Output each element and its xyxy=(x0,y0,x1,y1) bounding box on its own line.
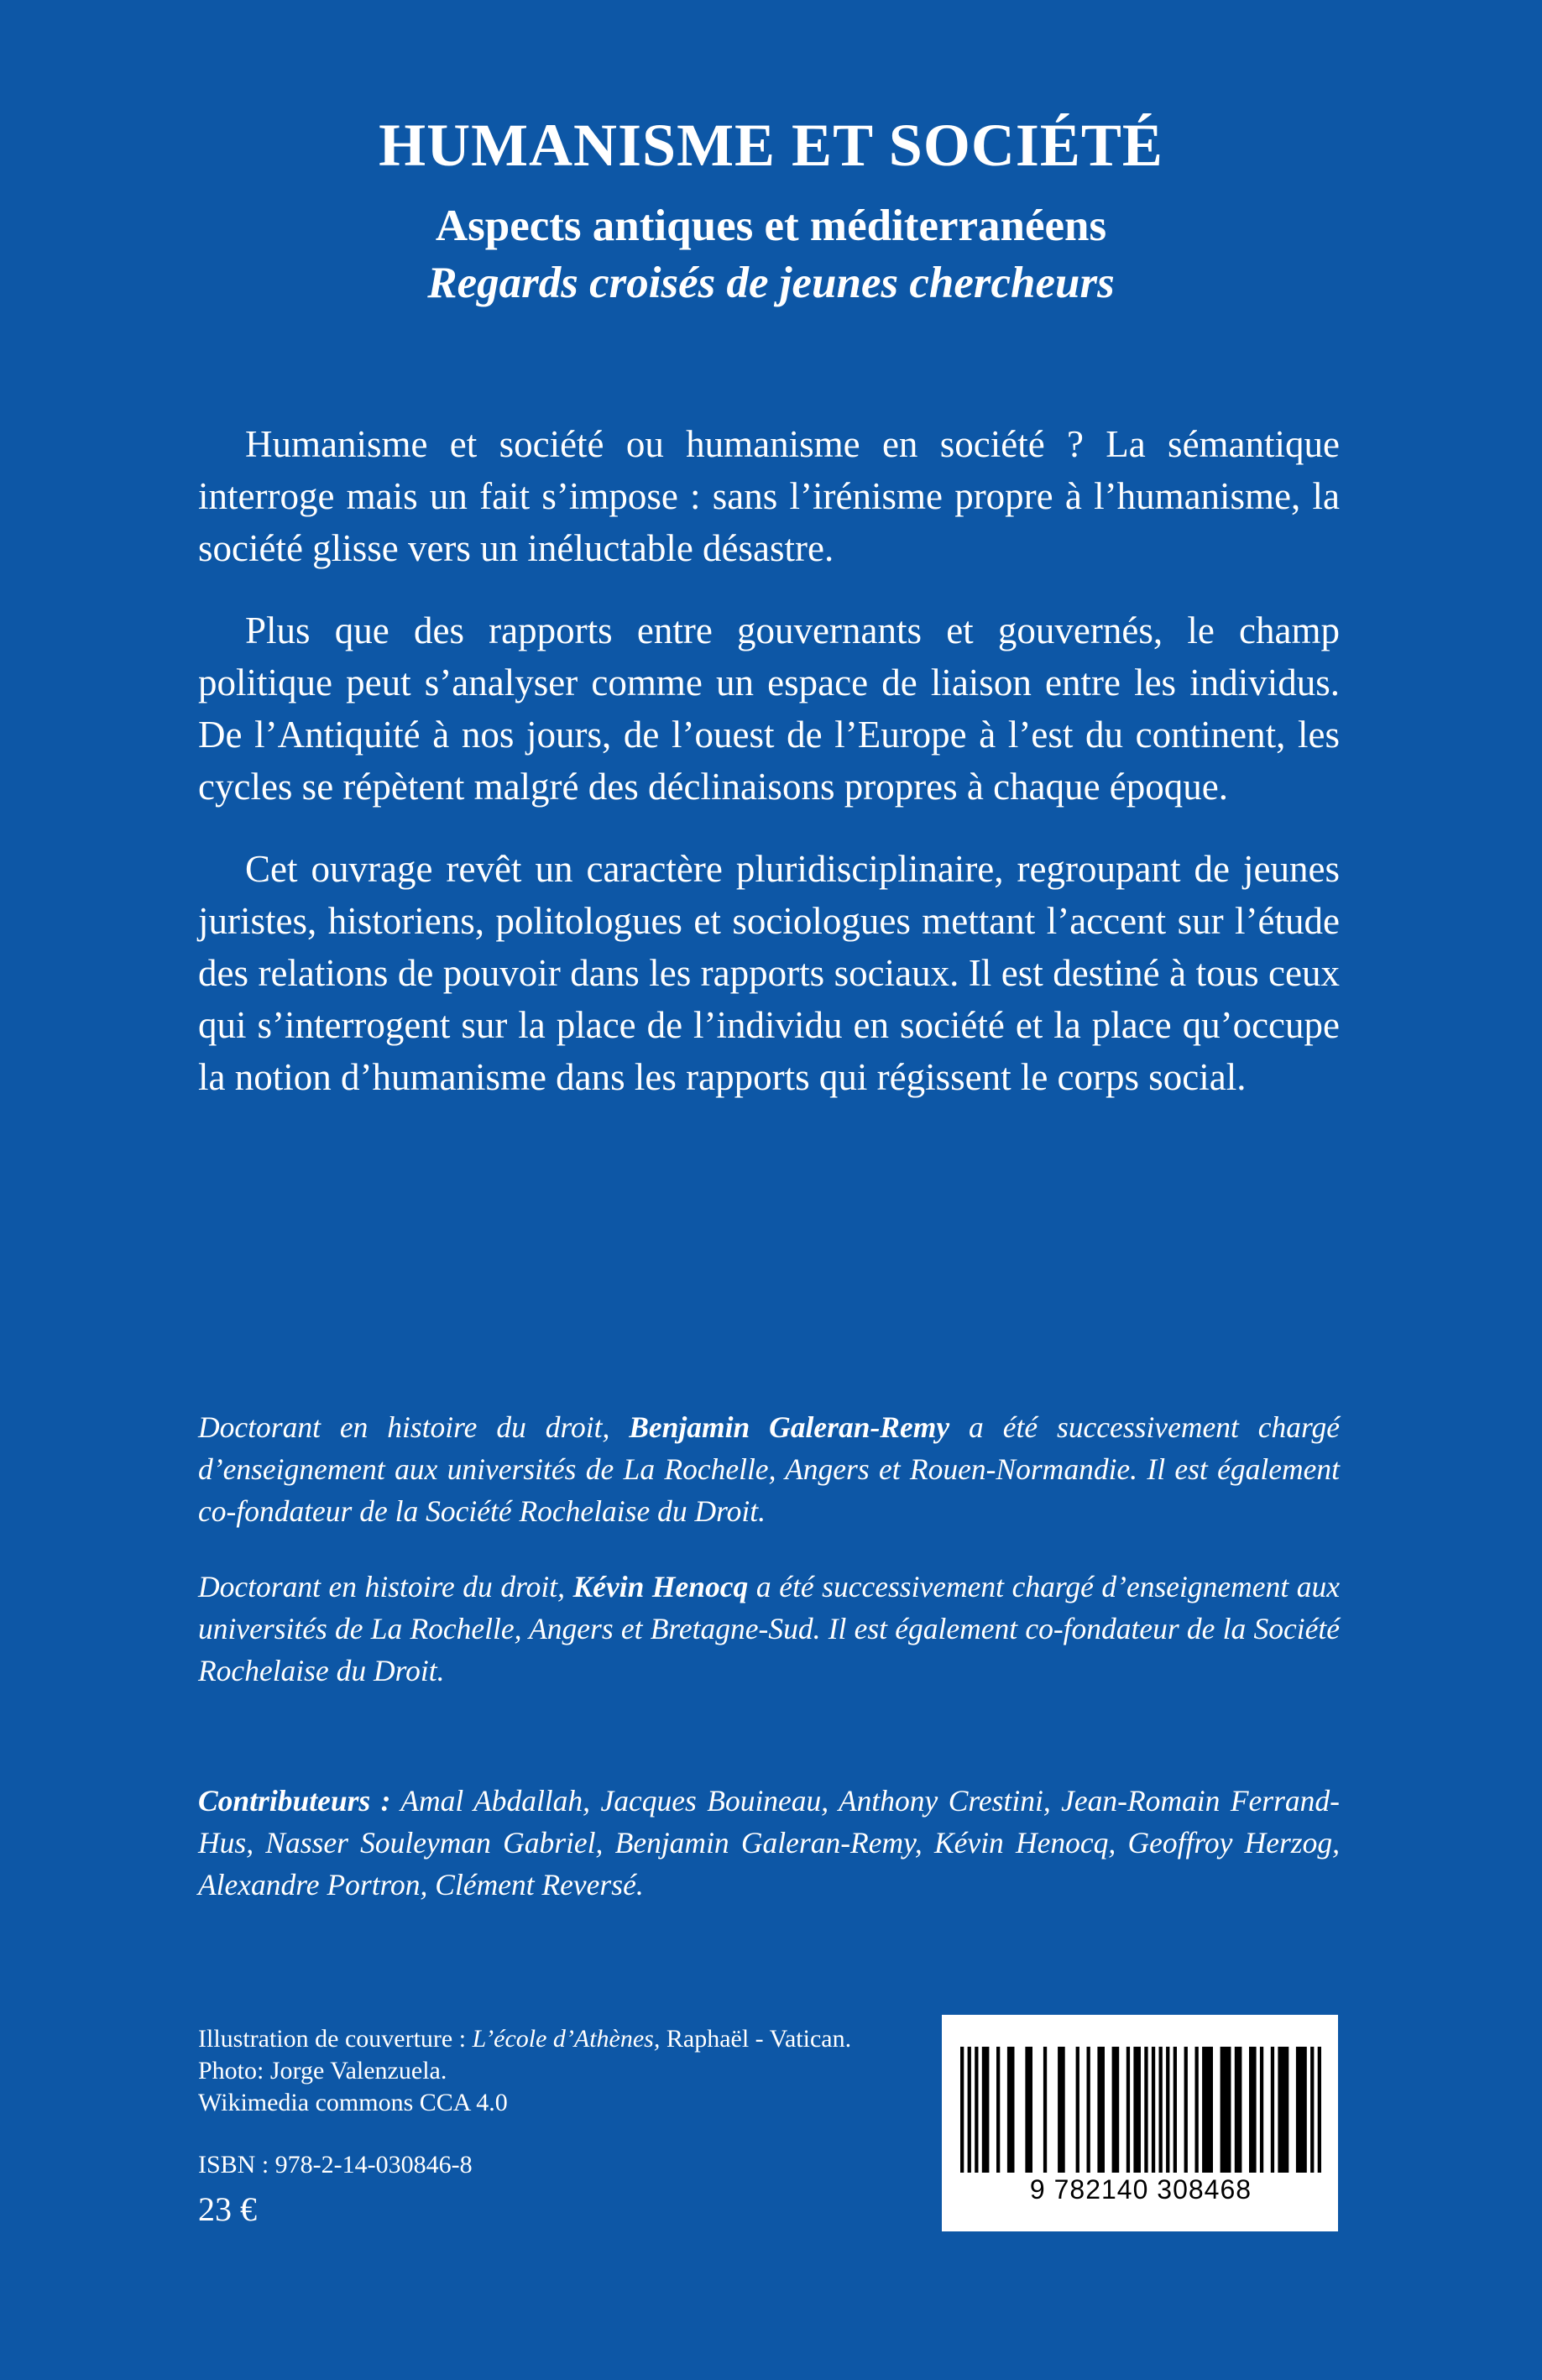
author-bio-2 xyxy=(198,1566,1340,1692)
barcode-bar xyxy=(1043,2047,1047,2173)
barcode xyxy=(942,2015,1338,2231)
cover-credit-line xyxy=(198,2023,895,2087)
book-title: HUMANISME ET SOCIÉTÉ xyxy=(379,112,1163,179)
barcode-bar xyxy=(1076,2047,1079,2173)
barcode-bar xyxy=(1173,2047,1177,2173)
barcode-bar xyxy=(996,2047,1000,2173)
bio-text: a été successivement chargé d’enseignement aux universités de La Rochelle, Angers et Rouen-Normandie. Il est également co-fondateur de la Société Rochelaise du Droit. xyxy=(198,1410,1340,1528)
barcode-digits: 9 782140 308468 xyxy=(1029,2174,1252,2205)
book-subtitle-italic: Regards croisés de jeunes chercheurs xyxy=(427,259,1115,307)
contributors-label: Contributeurs : xyxy=(198,1784,391,1818)
barcode-bar xyxy=(1025,2047,1032,2173)
book-subtitle: Aspects antiques et méditerranéens xyxy=(435,201,1107,250)
barcode-bar xyxy=(1087,2047,1090,2173)
credit-work-title: L’école d’Athènes, xyxy=(472,2025,661,2053)
barcode-bar xyxy=(1159,2047,1163,2173)
author-name: Benjamin Galeran-Remy xyxy=(629,1410,950,1444)
barcode-bar xyxy=(1195,2047,1199,2173)
credit-prefix: Illustration de couverture : xyxy=(198,2025,473,2053)
barcode-bar xyxy=(1007,2047,1015,2173)
contributors-names: Amal Abdallah, Jacques Bouineau, Anthony Crestini, Jean-Romain Ferrand-Hus, Nasser Souleyman Gabriel, Benjamin Galeran-Remy, Kévin Henocq, Geoffroy Herzog, Alexandre Portron, Clément Reversé. xyxy=(198,1784,1340,1901)
barcode-bar xyxy=(1133,2047,1141,2173)
contributors xyxy=(198,1780,1340,1906)
summary-paragraph-1: Humanisme et société ou humanisme en société ? La sémantique interroge mais un fait s’impose : sans l’irénisme propre à l’humanisme, la société glisse vers un inéluctable désastre. xyxy=(198,423,1340,569)
barcode-bar xyxy=(1260,2047,1263,2173)
isbn: ISBN : 978-2-14-030846-8 xyxy=(198,2151,473,2179)
bio-text: a été successivement chargé d’enseignement aux universités de La Rochelle, Angers et Bretagne-Sud. Il est également co-fondateur de la Société Rochelaise du Droit. xyxy=(198,1570,1341,1687)
barcode-bar xyxy=(1152,2047,1155,2173)
barcode-bar xyxy=(1310,2047,1314,2173)
barcode-bar xyxy=(1184,2047,1188,2173)
barcode-bar xyxy=(1221,2047,1231,2173)
barcode-bar xyxy=(982,2047,990,2173)
barcode-bar xyxy=(1271,2047,1274,2173)
summary-text xyxy=(198,418,1340,1133)
barcode-bar xyxy=(975,2047,978,2173)
barcode-bar xyxy=(1166,2047,1169,2173)
author-bios xyxy=(198,1406,1340,1725)
summary-paragraph-3: Cet ouvrage revêt un caractère pluridisciplinaire, regroupant de jeunes juristes, historiens, politologues et sociologues mettant l’accent sur l’étude des relations de pouvoir dans les rapports sociaux. Il est destiné à tous ceux qui s’interrogent sur la place de l’individu en société et la place qu’occupe la notion d’humanisme dans les rapports qui régissent le corps social. xyxy=(198,848,1340,1098)
barcode-bar xyxy=(1058,2047,1065,2173)
price: 23 € xyxy=(198,2190,257,2228)
barcode-bar xyxy=(1278,2047,1288,2173)
author-name: Kévin Henocq xyxy=(572,1570,749,1603)
barcode-bar xyxy=(1249,2047,1257,2173)
summary-paragraph-2: Plus que des rapports entre gouvernants et gouvernés, le champ politique peut s’analyser comme un espace de liaison entre les individus. De l’Antiquité à nos jours, de l’ouest de l’Europe à l’est du continent, les cycles se répètent malgré des déclinaisons propres à chaque époque. xyxy=(198,609,1340,808)
barcode-bar xyxy=(1126,2047,1130,2173)
barcode-bar xyxy=(1202,2047,1213,2173)
barcode-bar xyxy=(1097,2047,1105,2173)
bio-prefix: Doctorant en histoire du droit, xyxy=(198,1570,573,1603)
credit-license: Wikimedia commons CCA 4.0 xyxy=(198,2089,508,2116)
barcode-bar xyxy=(1318,2047,1321,2173)
barcode-bar xyxy=(960,2047,964,2173)
barcode-bar xyxy=(1235,2047,1242,2173)
author-bio-1 xyxy=(198,1406,1340,1532)
barcode-bars xyxy=(960,2047,1321,2173)
barcode-bar xyxy=(1144,2047,1147,2173)
barcode-bar xyxy=(968,2047,971,2173)
credit-details: Raphaël - Vatican. Photo: Jorge Valenzuela. xyxy=(198,2025,852,2084)
bio-prefix: Doctorant en histoire du droit, xyxy=(198,1410,630,1444)
barcode-bar xyxy=(1296,2047,1307,2173)
barcode-bar xyxy=(1112,2047,1120,2173)
cover-credits xyxy=(198,2023,895,2119)
